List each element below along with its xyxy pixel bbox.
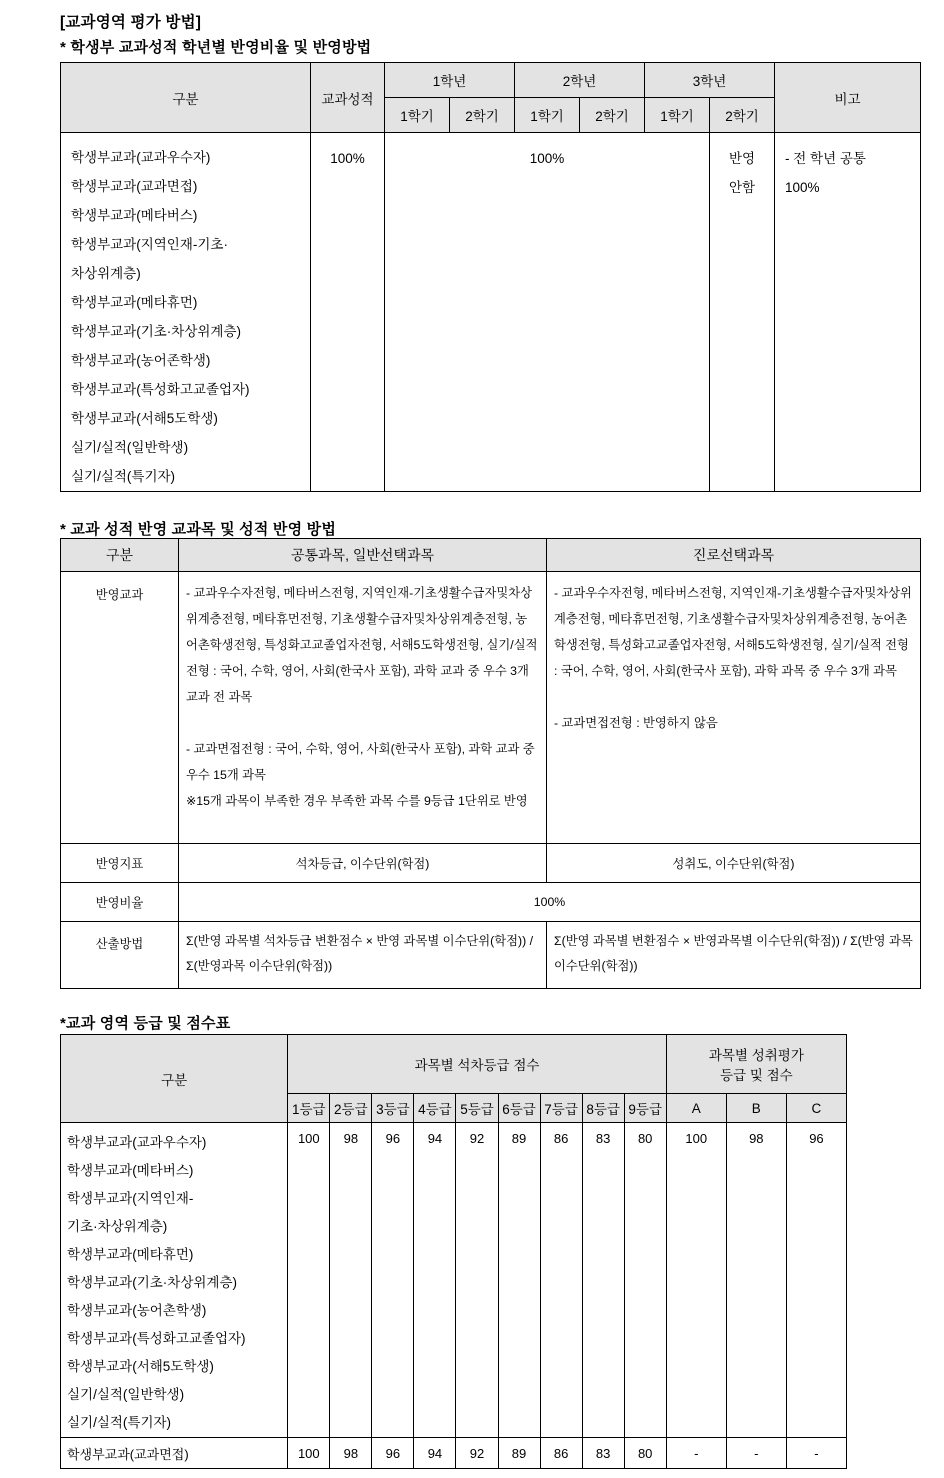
list-item: 차상위계층) <box>71 266 141 281</box>
table-row <box>61 133 921 492</box>
header-grade-1: 1등급 <box>288 1094 330 1123</box>
header-achievement-c: C <box>786 1094 846 1123</box>
header-grade-8: 8등급 <box>582 1094 624 1123</box>
list-item: 실기/실적(일반학생) <box>67 1387 185 1402</box>
cell-remark-value <box>775 133 921 492</box>
cell-rank-score-2: 98 <box>330 1123 372 1438</box>
paragraph: - 교과면접전형 : 반영하지 않음 <box>554 716 718 730</box>
table-row-interview <box>61 1438 847 1469</box>
cell-calc-method-common: Σ(반영 과목별 석차등급 변환점수 × 반영 과목별 이수단위(학점)) / Σ(반영과목 이수단위(학점)) <box>179 922 547 989</box>
subject-score-value: 100% <box>330 151 365 166</box>
header-grade-6: 6등급 <box>498 1094 540 1123</box>
semester-ratio-value: 100% <box>529 151 565 166</box>
cell-subject-score-value <box>311 133 385 492</box>
header-grade-7: 7등급 <box>540 1094 582 1123</box>
cell-reflect-subject-common <box>179 572 547 844</box>
table-subject-method <box>60 538 921 989</box>
header-g3-sem1: 1학기 <box>645 98 710 133</box>
header-grade-2: 2등급 <box>330 1094 372 1123</box>
cell-achievement-c: 96 <box>786 1123 846 1438</box>
list-item: 실기/실적(일반학생) <box>71 440 189 455</box>
list-item: 실기/실적(특기자) <box>67 1415 172 1430</box>
cell-achievement-a: 100 <box>666 1123 726 1438</box>
header-g1-sem1: 1학기 <box>385 98 450 133</box>
header-g2-sem2: 2학기 <box>580 98 645 133</box>
header-career-subject: 진로선택과목 <box>547 539 921 572</box>
list-item: 학생부교과(서해5도학생) <box>71 411 218 426</box>
cell-rank-score-9: 80 <box>624 1123 666 1438</box>
header-remark: 비고 <box>775 63 921 133</box>
table-reflect-ratio <box>60 62 921 492</box>
cell-rank-score-5: 92 <box>456 1123 498 1438</box>
table-row-reflect-ratio <box>61 883 921 922</box>
cell-rank-score-1: 100 <box>288 1438 330 1469</box>
paragraph: - 교과우수자전형, 메타버스전형, 지역인재-기초생활수급자및차상위계층전형, 메타휴먼전형, 기초생활수급자및차상위계층전형, 농어촌학생전형, 특성화고교졸업자전형, 서해5도학생전형, 실기/실적 전형 : 국어, 수학, 영어, 사회(한국사 포함), 과학 과목 중 우수 3개 과목 <box>554 586 912 678</box>
header-achievement-line1: 과목별 성취평가 <box>708 1048 804 1063</box>
table-row-reflect-subject <box>61 572 921 844</box>
cell-achievement-b: 98 <box>726 1123 786 1438</box>
page-title: [교과영역 평가 방법] <box>60 14 202 31</box>
table-header-row <box>61 63 921 98</box>
cell-rank-score-1: 100 <box>288 1123 330 1438</box>
cell-reflect-ratio-value: 100% <box>179 883 921 922</box>
cell-rank-score-6: 89 <box>498 1123 540 1438</box>
cell-admission-type-list <box>61 133 311 492</box>
header-g1-sem2: 2학기 <box>450 98 515 133</box>
list-item: 학생부교과(메타버스) <box>71 208 198 223</box>
cell-rank-score-8: 83 <box>582 1438 624 1469</box>
remark-line2: 100% <box>785 180 820 195</box>
cell-grade3-sem2-value <box>710 133 775 492</box>
cell-rank-score-7: 86 <box>540 1123 582 1438</box>
header-grade-2: 2학년 <box>515 63 645 98</box>
list-item: 기초·차상위계층) <box>67 1219 168 1234</box>
header-achievement-line2: 등급 및 점수 <box>720 1068 793 1083</box>
cell-reflect-index-career: 성취도, 이수단위(학점) <box>547 844 921 883</box>
remark-value <box>775 133 920 202</box>
table-header-row <box>61 1035 847 1094</box>
list-item: 학생부교과(메타버스) <box>67 1163 194 1178</box>
header-subject-score: 교과성적 <box>311 63 385 133</box>
cell-rank-score-2: 98 <box>330 1438 372 1469</box>
header-division: 구분 <box>61 1035 288 1123</box>
cell-rank-score-4: 94 <box>414 1438 456 1469</box>
table-row-group <box>61 1123 847 1438</box>
list-item: 학생부교과(메타휴먼) <box>71 295 198 310</box>
section-heading-subject-method: * 교과 성적 반영 교과목 및 성적 반영 방법 <box>60 521 337 538</box>
label-reflect-ratio: 반영비율 <box>61 883 179 922</box>
header-rank-score: 과목별 석차등급 점수 <box>288 1035 666 1094</box>
cell-rank-score-4: 94 <box>414 1123 456 1438</box>
paragraph: ※15개 과목이 부족한 경우 부족한 과목 수를 9등급 1단위로 반영 <box>186 794 528 808</box>
header-achievement-a: A <box>666 1094 726 1123</box>
cell-reflect-subject-career <box>547 572 921 844</box>
paragraph: - 교과우수자전형, 메타버스전형, 지역인재-기초생활수급자및차상위계층전형, 메타휴먼전형, 기초생활수급자및차상위계층전형, 농어촌학생전형, 특성화고교졸업자전형, 서해5도학생전형, 실기/실적전형 : 국어, 수학, 영어, 사회(한국사 포함), 과학 교과 중 우수 3개 교과 전 과목 <box>186 586 538 704</box>
cell-rank-score-9: 80 <box>624 1438 666 1469</box>
header-grade-1: 1학년 <box>385 63 515 98</box>
header-division: 구분 <box>61 63 311 133</box>
header-achievement-b: B <box>726 1094 786 1123</box>
paragraph: - 교과면접전형 : 국어, 수학, 영어, 사회(한국사 포함), 과학 교과 중 우수 15개 과목 <box>186 742 535 782</box>
grade3-sem2-value <box>710 133 774 202</box>
cell-admission-type-list <box>61 1123 288 1438</box>
header-common-subject: 공통과목, 일반선택과목 <box>179 539 547 572</box>
list-item: 학생부교과(기초·차상위계층) <box>67 1275 237 1290</box>
header-g2-sem1: 1학기 <box>515 98 580 133</box>
header-division: 구분 <box>61 539 179 572</box>
cell-rank-score-3: 96 <box>372 1438 414 1469</box>
header-grade-9: 9등급 <box>624 1094 666 1123</box>
cell-rank-score-7: 86 <box>540 1438 582 1469</box>
label-reflect-index: 반영지표 <box>61 844 179 883</box>
table-header-row <box>61 539 921 572</box>
list-item: 학생부교과(교과우수자) <box>71 150 211 165</box>
header-achievement <box>666 1035 846 1094</box>
list-item: 학생부교과(기초·차상위계층) <box>71 324 241 339</box>
list-item: 학생부교과(농어존학생) <box>71 353 211 368</box>
header-grade-3: 3등급 <box>372 1094 414 1123</box>
table-row-reflect-index <box>61 844 921 883</box>
cell-achievement-c: - <box>786 1438 846 1469</box>
admission-type-list <box>61 1123 287 1437</box>
table-grade-score <box>60 1034 847 1469</box>
cell-admission-type-interview: 학생부교과(교과면접) <box>61 1438 288 1469</box>
list-item: 학생부교과(교과우수자) <box>67 1135 207 1150</box>
cell-rank-score-8: 83 <box>582 1123 624 1438</box>
cell-rank-score-5: 92 <box>456 1438 498 1469</box>
cell-achievement-a: - <box>666 1438 726 1469</box>
label-reflect-subject: 반영교과 <box>61 572 179 844</box>
list-item: 실기/실적(특기자) <box>71 469 176 484</box>
list-item: 학생부교과(특성화고교졸업자) <box>67 1331 246 1346</box>
list-item: 학생부교과(지역인재-기초· <box>71 237 228 252</box>
list-item: 학생부교과(농어촌학생) <box>67 1303 207 1318</box>
grade3-sem2-line2: 안함 <box>728 180 756 195</box>
cell-rank-score-3: 96 <box>372 1123 414 1438</box>
list-item: 학생부교과(메타휴먼) <box>67 1247 194 1262</box>
cell-reflect-index-common: 석차등급, 이수단위(학점) <box>179 844 547 883</box>
header-grade-4: 4등급 <box>414 1094 456 1123</box>
section-heading-grade-score: *교과 영역 등급 및 점수표 <box>60 1015 231 1032</box>
label-calc-method: 산출방법 <box>61 922 179 989</box>
cell-calc-method-career: Σ(반영 과목별 변환점수 × 반영과목별 이수단위(학점)) / Σ(반영 과목 이수단위(학점)) <box>547 922 921 989</box>
header-grade-5: 5등급 <box>456 1094 498 1123</box>
header-g3-sem2: 2학기 <box>710 98 775 133</box>
header-grade-3: 3학년 <box>645 63 775 98</box>
remark-line1: - 전 학년 공통 <box>785 151 866 166</box>
cell-achievement-b: - <box>726 1438 786 1469</box>
list-item: 학생부교과(특성화고교졸업자) <box>71 382 250 397</box>
cell-rank-score-6: 89 <box>498 1438 540 1469</box>
grade3-sem2-line1: 반영 <box>728 151 756 166</box>
list-item: 학생부교과(지역인재- <box>67 1191 194 1206</box>
admission-type-list <box>61 133 310 491</box>
list-item: 학생부교과(교과면접) <box>71 179 198 194</box>
section-heading-reflect-ratio: * 학생부 교과성적 학년별 반영비율 및 반영방법 <box>60 39 372 56</box>
list-item: 학생부교과(서해5도학생) <box>67 1359 214 1374</box>
table-row-calc-method <box>61 922 921 989</box>
cell-semester-ratio-value <box>385 133 710 492</box>
